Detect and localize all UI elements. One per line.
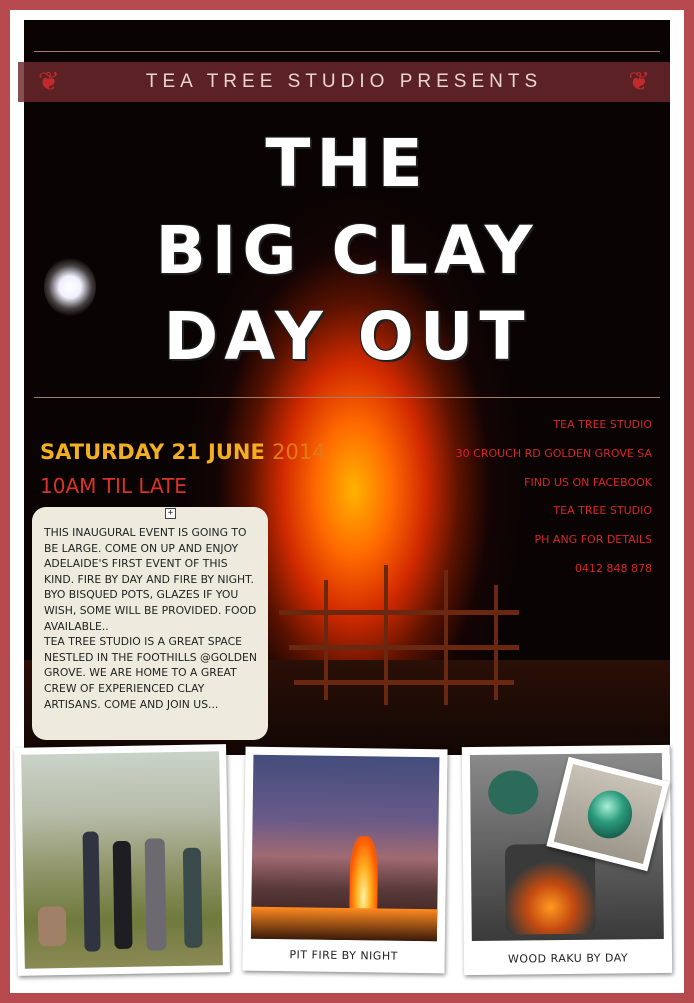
info-address: 30 CROUCH RD GOLDEN GROVE SA: [455, 447, 652, 460]
event-date-day: SATURDAY 21 JUNE: [40, 440, 265, 464]
event-date: [40, 440, 326, 464]
info-phone: 0412 848 878: [575, 562, 652, 575]
pyre-log: [324, 580, 328, 700]
green-pot-photo: [554, 764, 663, 864]
headline-line-1: THE: [265, 125, 429, 202]
event-time: 10AM TIL LATE: [40, 474, 187, 498]
info-facebook-page: TEA TREE STUDIO: [553, 504, 652, 517]
pit-fire-photo: [251, 755, 440, 942]
headline-line-3: DAY OUT: [163, 298, 531, 375]
photo-card-crowd: [14, 744, 230, 976]
headline-line-2: BIG CLAY: [155, 212, 539, 289]
expand-handle[interactable]: +: [165, 508, 176, 519]
pyre-log: [279, 610, 519, 615]
pyre-log: [494, 585, 498, 700]
description-text: THIS INAUGURAL EVENT IS GOING TO BE LARGE. COME ON UP AND ENJOY ADELAIDE'S FIRST EVENT OF THIS KIND. FIRE BY DAY AND FIRE BY NIGHT. BYO BISQUED POTS, GLAZES IF YOU WISH, SOME WILL BE PROVIDED. FOOD AVAILABLE.. TEA TREE STUDIO IS A GREAT SPACE NESTLED IN THE FOOTHILLS @GOLDEN GROVE. WE ARE HOME TO A GREAT CREW OF EXPERIENCED CLAY ARTISANS. COME AND JOIN US...: [44, 526, 257, 711]
mid-rule: [34, 397, 660, 398]
pyre-log: [384, 565, 388, 705]
info-contact: PH ANG FOR DETAILS: [534, 533, 652, 546]
fleur-ornament-icon: ❦: [628, 67, 650, 97]
presents-title: TEA TREE STUDIO PRESENTS: [145, 71, 543, 92]
description-box: [32, 507, 268, 740]
pyre-log: [444, 570, 448, 705]
photo-card-pit-fire: [242, 747, 447, 974]
top-rule: [34, 51, 660, 52]
event-year: 2014: [272, 440, 326, 464]
pit-fire-caption: PIT FIRE BY NIGHT: [289, 948, 398, 963]
fleur-ornament-icon: ❦: [38, 67, 60, 97]
presents-banner: [18, 62, 670, 102]
raku-caption: WOOD RAKU BY DAY: [507, 951, 629, 966]
info-facebook: FIND US ON FACEBOOK: [524, 476, 652, 489]
crowd-photo: [21, 751, 223, 968]
info-studio-name: TEA TREE STUDIO: [553, 418, 652, 431]
